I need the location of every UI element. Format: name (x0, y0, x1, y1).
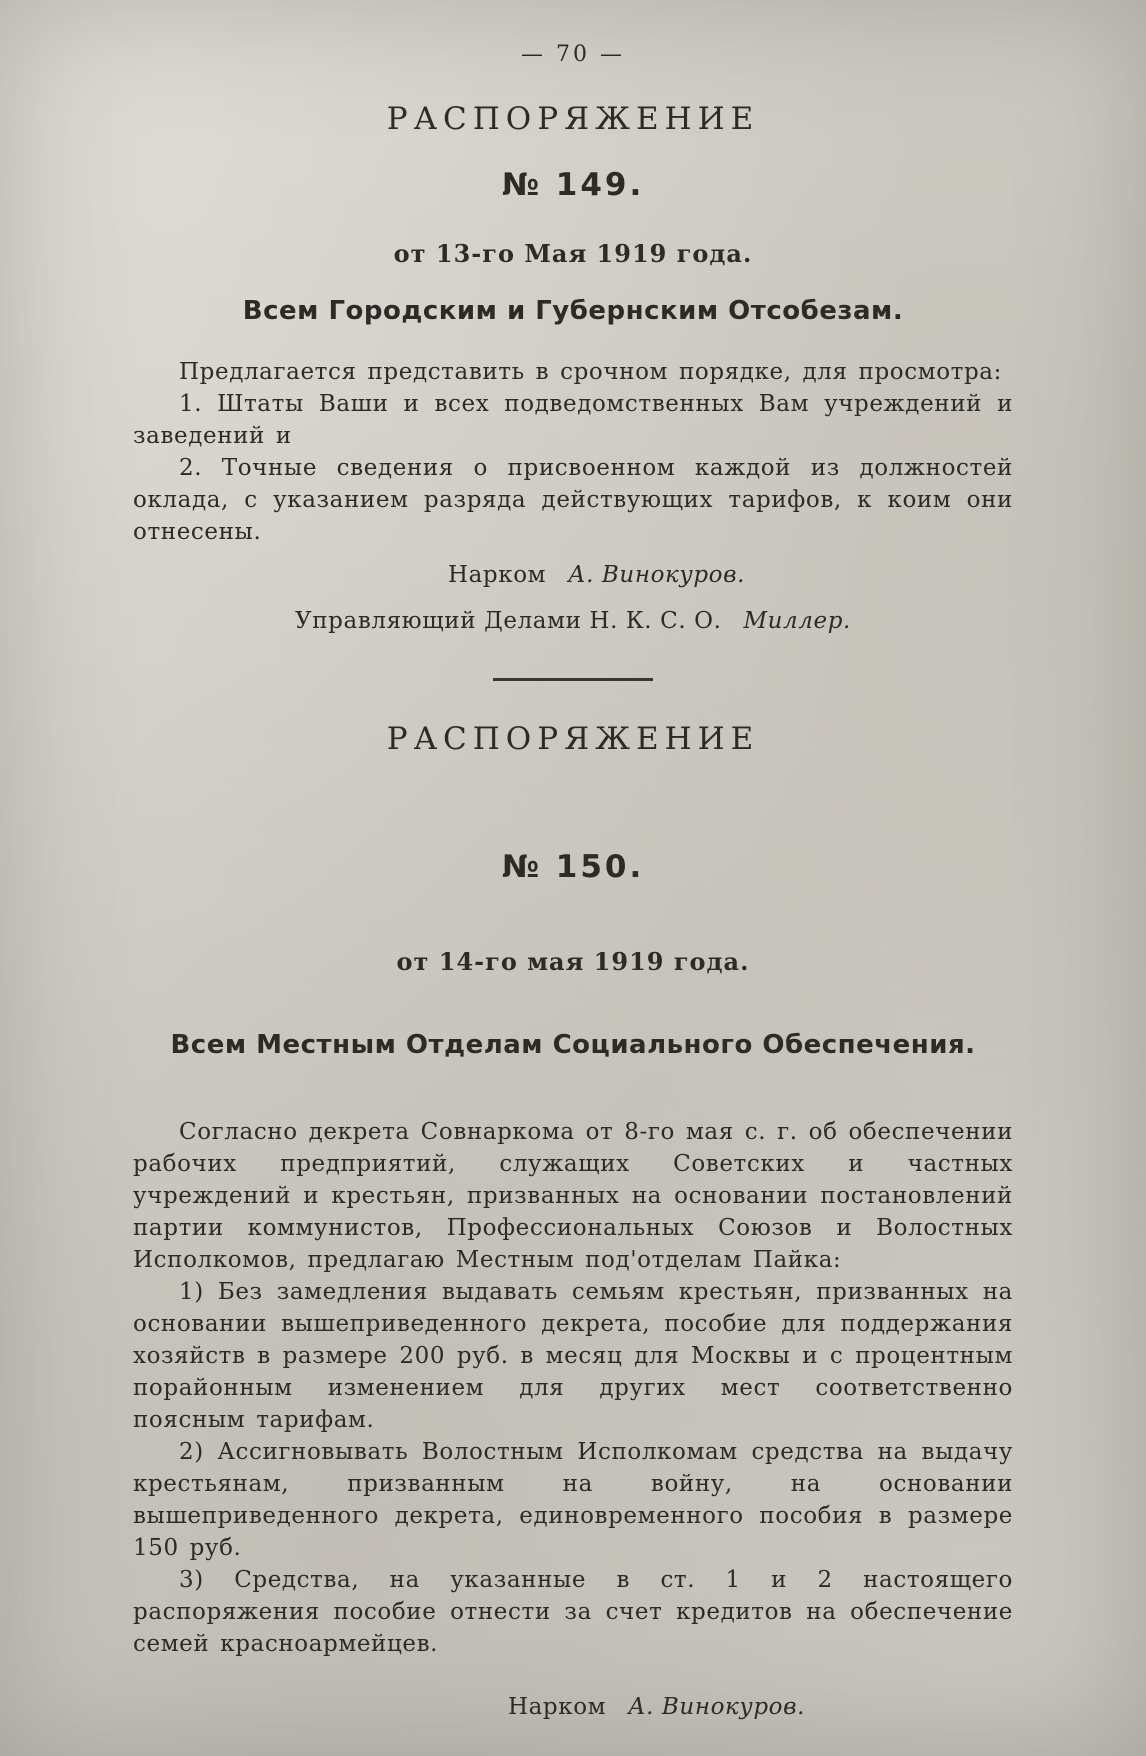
paragraph: 2) Ассигновывать Волостным Исполкомам средства на выдачу крестьянам, призванным на войну, на основании вышеприведенного декрета, единовременного пособия в размере 150 руб. (133, 1439, 1013, 1561)
secondary-signature-name: Миллер. (743, 608, 851, 634)
order-heading: РАСПОРЯЖЕНИЕ (386, 101, 760, 137)
paragraph: Предлагается представить в срочном порядке, для просмотра: (179, 359, 1002, 385)
signature-role: Нарком (507, 1694, 607, 1720)
spacer (133, 787, 1013, 849)
page-content (133, 0, 1013, 1756)
signature-line (133, 1694, 1013, 1720)
order-date: от 14-го мая 1919 года. (396, 947, 750, 976)
order-number: № 149. (501, 167, 645, 203)
order-date: от 13-го Мая 1919 года. (393, 239, 753, 268)
signature-line (133, 562, 1013, 588)
signature-role: Нарком (447, 562, 547, 588)
page-number: — 70 — (521, 42, 625, 67)
paragraph: 3) Средства, на указанные в ст. 1 и 2 настоящего распоряжения пособие отнести за счет кредитов на обеспечение семей красноармейцев. (133, 1567, 1013, 1657)
order-number: № 150. (501, 849, 645, 885)
paragraph: 2. Точные сведения о присвоенном каждой из должностей оклада, с указанием разряда действующих тарифов, к коим они отнесены. (133, 455, 1013, 545)
order-addressee: Всем Городским и Губернским Отсобезам. (242, 296, 904, 326)
paragraph: Согласно декрета Совнаркома от 8-го мая с. г. об обеспечении рабочих предприятий, служащих Советских и частных учреждений и крестьян, призванных на основании постановлений партии коммунистов, Профессиональных Союзов и Волостных Исполкомов, предлагаю Местным под'отделам Пайка: (133, 1119, 1013, 1273)
paragraph: 1. Штаты Ваши и всех подведомственных Вам учреждений и заведений и (133, 391, 1013, 449)
spacer (133, 1004, 1013, 1030)
spacer (133, 921, 1013, 947)
signature-name: А. Винокуров. (568, 562, 745, 588)
section-divider (493, 678, 653, 681)
order-150 (133, 721, 1013, 1720)
signature-name: А. Винокуров. (628, 1694, 805, 1720)
order-addressee: Всем Местным Отделам Социального Обеспечения. (170, 1030, 976, 1060)
order-heading: РАСПОРЯЖЕНИЕ (386, 721, 760, 757)
secondary-signature-role: Управляющий Делами Н. К. С. О. (295, 608, 722, 634)
secondary-signature-line (133, 608, 1013, 634)
paragraph: 1) Без замедления выдавать семьям крестьян, призванных на основании вышеприведенного декрета, пособие для поддержания хозяйств в размере 200 руб. в месяц для Москвы и с процентным порайонным изменением для других мест соответственно поясным тарифам. (133, 1279, 1013, 1433)
spacer (133, 1090, 1013, 1116)
order-149 (133, 101, 1013, 634)
